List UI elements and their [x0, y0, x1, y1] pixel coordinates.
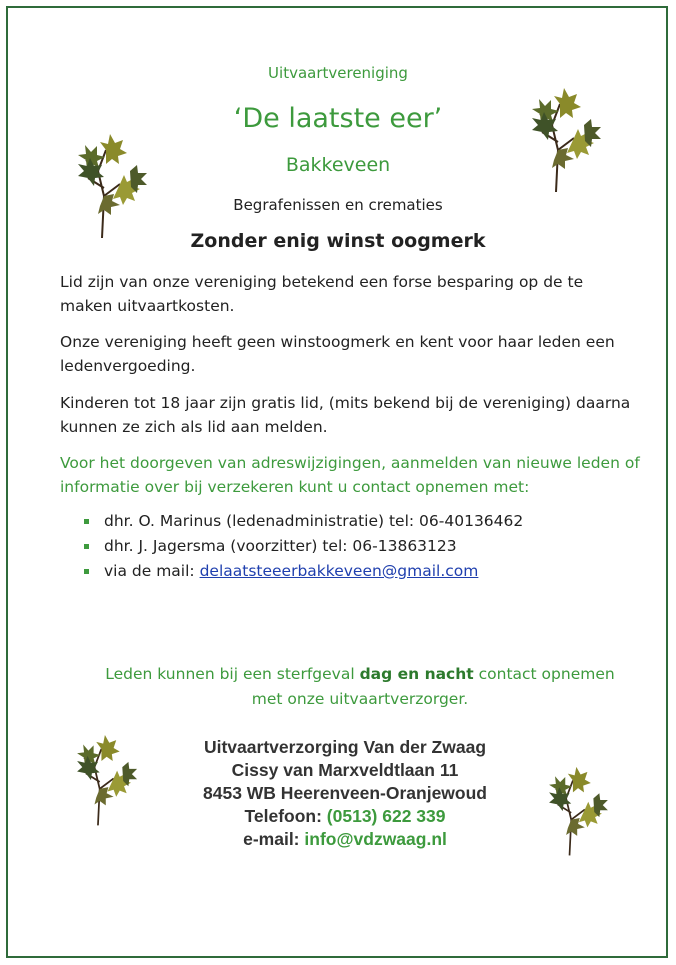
notice-text-before: Leden kunnen bij een sterfgeval [105, 665, 360, 683]
paragraph-contact-intro: Voor het doorgeven van adreswijzigingen, aanmelden van nieuwe leden of informatie over bij verzekeren kunt u contact opnemen met: [60, 454, 640, 496]
company-city: 8453 WB Heerenveen-Oranjewoud [203, 783, 487, 803]
paragraph-nonprofit: Onze vereniging heeft geen winstoogmerk en kent voor haar leden een ledenvergoeding. [60, 333, 615, 375]
bullet-icon [84, 569, 89, 574]
paragraph-children: Kinderen tot 18 jaar zijn gratis lid, (mits bekend bij de vereniging) daarna kunnen ze zich als lid aan melden. [60, 394, 631, 436]
mail-prefix: via de mail: [104, 562, 200, 580]
subtitle: Begrafenissen en crematies [233, 196, 443, 214]
company-street: Cissy van Marxveldtlaan 11 [231, 760, 459, 780]
email-label: e-mail: [243, 829, 305, 849]
slogan-heading: Zonder enig winst oogmerk [190, 230, 486, 252]
company-email[interactable]: info@vdzwaag.nl [304, 829, 447, 849]
mail-link[interactable]: delaatsteeerbakkeveen@gmail.com [199, 562, 479, 580]
company-name: Uitvaartverzorging Van der Zwaag [203, 737, 487, 757]
company-email-line [180, 828, 510, 851]
organization-label: Uitvaartvereniging [268, 64, 408, 82]
list-item [80, 534, 523, 559]
notice-emphasis: dag en nacht [359, 665, 474, 683]
list-item [80, 509, 523, 534]
contact-marinus: dhr. O. Marinus (ledenadministratie) tel: 06-40136462 [104, 512, 524, 530]
organization-name: ‘De laatste eer’ [233, 103, 443, 134]
leaf-branch-icon [56, 728, 146, 828]
leaf-branch-icon [58, 126, 153, 241]
bullet-icon [84, 519, 89, 524]
paragraph-savings: Lid zijn van onze vereniging betekend een forse besparing op de te maken uitvaartkosten. [60, 273, 584, 315]
phone-label: Telefoon: [244, 806, 327, 826]
list-item [80, 559, 523, 584]
contact-jagersma: dhr. J. Jagersma (voorzitter) tel: 06-13863123 [104, 537, 457, 555]
place-name: Bakkeveen [285, 154, 391, 176]
company-block [180, 736, 510, 851]
night-notice [90, 662, 630, 712]
leaf-branch-icon [512, 80, 607, 195]
notice-text-after: contact opnemen met onze uitvaartverzorger. [251, 665, 615, 708]
bullet-icon [84, 544, 89, 549]
leaf-branch-icon [530, 760, 615, 858]
company-phone: (0513) 622 339 [326, 806, 446, 826]
contact-list [80, 509, 523, 584]
company-phone-line [180, 805, 510, 828]
